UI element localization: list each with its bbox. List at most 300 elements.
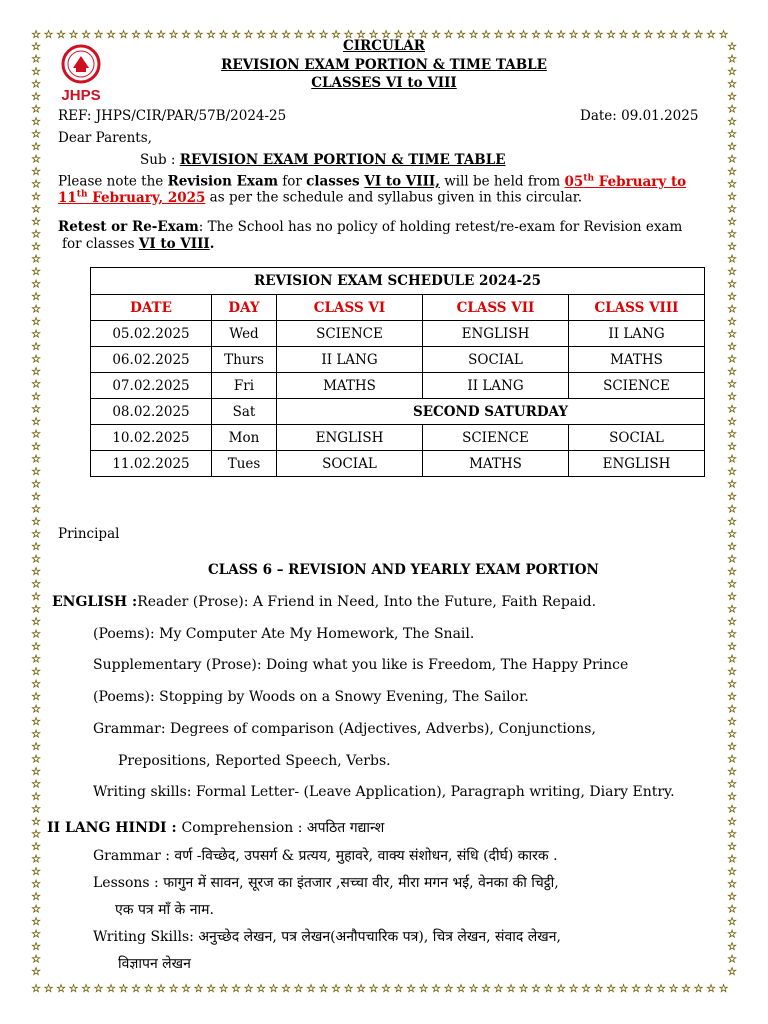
border-star-icon: ☆ [393,982,404,995]
border-star-icon: ☆ [31,982,41,995]
border-star-icon: ☆ [306,28,316,41]
border-star-icon: ☆ [727,577,737,591]
border-star-icon: ☆ [43,982,54,995]
border-star-icon: ☆ [393,28,404,41]
table-cell: SCIENCE [569,373,705,399]
border-star-icon: ☆ [343,28,354,41]
table-cell: 08.02.2025 [91,399,212,425]
retest-line-1 [58,219,682,235]
table-row [91,321,705,347]
border-star-icon: ☆ [727,565,737,578]
border-star-icon: ☆ [56,982,66,995]
table-cell: Wed [212,321,277,347]
border-star-icon: ☆ [156,982,166,995]
english-line: Prepositions, Reported Speech, Verbs. [118,753,391,769]
border-star-icon: ☆ [243,982,254,995]
border-star-icon: ☆ [331,28,341,41]
border-star-icon: ☆ [727,202,737,216]
table-cell: MATHS [277,373,423,399]
border-star-icon: ☆ [231,982,241,995]
border-star-icon: ☆ [31,752,41,766]
border-star-icon: ☆ [543,982,554,995]
border-star-icon: ☆ [31,865,41,878]
retest-line-2 [62,236,214,252]
border-star-icon: ☆ [31,590,41,603]
border-star-icon: ☆ [727,965,737,978]
border-star-icon: ☆ [31,952,41,966]
border-star-icon: ☆ [168,28,179,41]
notice-classes: VI to VIII, [364,173,440,190]
border-star-icon: ☆ [681,982,691,995]
border-star-icon: ☆ [193,982,204,995]
border-star-icon: ☆ [31,802,41,816]
border-star-icon: ☆ [418,28,429,41]
border-star-icon: ☆ [727,852,737,866]
border-star-icon: ☆ [456,28,466,41]
border-star-icon: ☆ [31,302,41,316]
border-star-icon: ☆ [31,915,41,928]
english-line: Grammar: Degrees of comparison (Adjectives, Adverbs), Conjunctions, [93,721,596,737]
border-star-icon: ☆ [93,28,104,41]
circular-title: CIRCULAR [343,38,425,54]
table-cell: II LANG [277,347,423,373]
border-star-icon: ☆ [727,865,737,878]
table-cell: Tues [212,451,277,477]
hindi-line: विज्ञापन लेखन [118,956,191,972]
border-star-icon: ☆ [456,982,466,995]
table-cell: 07.02.2025 [91,373,212,399]
border-star-icon: ☆ [727,827,737,841]
border-star-icon: ☆ [31,840,41,853]
table-cell: ENGLISH [569,451,705,477]
border-star-icon: ☆ [606,28,616,41]
border-star-icon: ☆ [418,982,429,995]
border-star-icon: ☆ [568,982,579,995]
border-star-icon: ☆ [727,377,737,391]
border-star-icon: ☆ [727,452,737,466]
logo-text: JHPS [61,87,101,104]
border-star-icon: ☆ [31,690,41,703]
table-cell: SCIENCE [423,425,569,451]
border-star-icon: ☆ [206,28,216,41]
border-star-icon: ☆ [593,982,604,995]
border-star-icon: ☆ [727,877,737,891]
border-star-icon: ☆ [727,952,737,966]
border-star-icon: ☆ [431,982,441,995]
border-star-icon: ☆ [31,502,41,516]
border-star-icon: ☆ [31,215,41,228]
border-star-icon: ☆ [606,982,616,995]
border-star-icon: ☆ [31,152,41,166]
table-cell: MATHS [569,347,705,373]
border-star-icon: ☆ [727,490,737,503]
border-star-icon: ☆ [727,190,737,203]
border-star-icon: ☆ [31,965,41,978]
border-star-icon: ☆ [31,390,41,403]
table-row [91,399,705,425]
english-line: (Poems): Stopping by Woods on a Snowy Evening, The Sailor. [93,689,529,705]
holiday-cell: SECOND SATURDAY [277,399,705,425]
border-star-icon: ☆ [31,315,41,328]
border-star-icon: ☆ [31,140,41,153]
border-star-icon: ☆ [193,28,204,41]
border-star-icon: ☆ [31,702,41,716]
border-star-icon: ☆ [131,28,141,41]
border-star-icon: ☆ [727,765,737,778]
table-cell: SCIENCE [277,321,423,347]
english-line: Writing skills: Formal Letter- (Leave Application), Paragraph writing, Diary Entry. [93,784,675,800]
table-cell: MATHS [423,451,569,477]
border-star-icon: ☆ [727,540,737,553]
border-star-icon: ☆ [727,152,737,166]
table-cell: ENGLISH [423,321,569,347]
border-star-icon: ☆ [31,615,41,628]
hindi-line: Lessons : फागुन में सावन, सूरज का इंतजार ,सच्चा वीर, मीरा मगन भई, वेनका की चिट्ठी, [93,875,559,891]
border-star-icon: ☆ [727,940,737,953]
retest-label: Retest or Re-Exam [58,219,199,235]
notice-line-1 [58,173,686,190]
subject-text: REVISION EXAM PORTION & TIME TABLE [179,152,506,168]
border-star-icon: ☆ [268,982,279,995]
circular-date: Date: 09.01.2025 [580,108,699,124]
border-star-icon: ☆ [718,28,729,41]
border-star-icon: ☆ [31,352,41,366]
border-star-icon: ☆ [218,28,229,41]
border-star-icon: ☆ [31,327,41,341]
border-star-icon: ☆ [106,982,116,995]
border-star-icon: ☆ [31,415,41,428]
notice-text: as per the schedule and syllabus given in this circular. [205,189,583,206]
border-star-icon: ☆ [31,102,41,116]
border-star-icon: ☆ [118,982,129,995]
border-star-icon: ☆ [243,28,254,41]
retest-end: . [209,236,215,252]
border-star-icon: ☆ [31,465,41,478]
border-star-icon: ☆ [31,890,41,903]
column-header: CLASS VI [277,295,423,321]
border-star-icon: ☆ [706,28,716,41]
border-star-icon: ☆ [143,28,154,41]
border-star-icon: ☆ [468,28,479,41]
border-star-icon: ☆ [727,365,737,378]
border-star-icon: ☆ [727,240,737,253]
notice-text: for [277,173,307,190]
reference-number: REF: JHPS/CIR/PAR/57B/2024-25 [58,108,287,124]
border-star-icon: ☆ [727,177,737,191]
notice-exam: Revision Exam [167,173,278,190]
border-star-icon: ☆ [727,740,737,753]
border-star-icon: ☆ [31,665,41,678]
border-star-icon: ☆ [343,982,354,995]
english-label: ENGLISH : [52,594,138,610]
border-star-icon: ☆ [31,727,41,741]
border-star-icon: ☆ [727,402,737,416]
border-star-icon: ☆ [668,28,679,41]
table-header-row [91,295,705,321]
border-star-icon: ☆ [31,277,41,291]
hindi-text: Comprehension : अपठित गद्यान्श [181,820,385,836]
border-star-icon: ☆ [31,227,41,241]
border-star-icon: ☆ [31,490,41,503]
exam-schedule-table [90,267,705,477]
circular-subtitle: REVISION EXAM PORTION & TIME TABLE [221,57,547,73]
border-star-icon: ☆ [31,65,41,78]
border-star-icon: ☆ [556,28,566,41]
table-cell: 11.02.2025 [91,451,212,477]
border-star-icon: ☆ [256,28,266,41]
border-star-icon: ☆ [206,982,216,995]
border-star-icon: ☆ [727,165,737,178]
border-star-icon: ☆ [727,140,737,153]
border-star-icon: ☆ [593,28,604,41]
table-cell: 06.02.2025 [91,347,212,373]
border-star-icon: ☆ [727,265,737,278]
border-star-icon: ☆ [31,252,41,266]
border-star-icon: ☆ [727,277,737,291]
border-star-icon: ☆ [727,427,737,441]
border-star-icon: ☆ [727,715,737,728]
border-star-icon: ☆ [431,28,441,41]
border-star-icon: ☆ [618,28,629,41]
border-star-icon: ☆ [727,615,737,628]
end-date: 11th February, 2025 [58,189,206,206]
border-star-icon: ☆ [443,28,454,41]
border-star-icon: ☆ [727,752,737,766]
border-star-icon: ☆ [727,677,737,691]
border-star-icon: ☆ [518,982,529,995]
border-star-icon: ☆ [31,377,41,391]
border-star-icon: ☆ [727,252,737,266]
border-star-icon: ☆ [727,902,737,916]
border-star-icon: ☆ [31,190,41,203]
border-star-icon: ☆ [727,702,737,716]
border-star-icon: ☆ [31,677,41,691]
table-title: REVISION EXAM SCHEDULE 2024-25 [91,268,705,295]
border-star-icon: ☆ [727,102,737,116]
hindi-line: एक पत्र माँ के नाम. [115,902,214,918]
table-cell: Fri [212,373,277,399]
border-star-icon: ☆ [268,28,279,41]
border-star-icon: ☆ [31,715,41,728]
english-line: (Poems): My Computer Ate My Homework, The Snail. [93,626,475,642]
hindi-line: Writing Skills: अनुच्छेद लेखन, पत्र लेखन(अनौपचारिक पत्र), चित्र लेखन, संवाद लेखन, [93,929,561,945]
border-star-icon: ☆ [656,28,666,41]
hindi-label: II LANG HINDI : [47,820,182,836]
subject-prefix: Sub : [140,152,180,168]
border-star-icon: ☆ [727,90,737,103]
border-star-icon: ☆ [31,427,41,441]
border-star-icon: ☆ [727,690,737,703]
border-star-icon: ☆ [727,915,737,928]
notice-classes-label: classes [306,173,365,190]
border-star-icon: ☆ [31,115,41,128]
table-cell: Mon [212,425,277,451]
border-star-icon: ☆ [31,52,41,66]
table-cell: SOCIAL [277,451,423,477]
border-star-icon: ☆ [293,28,304,41]
border-star-icon: ☆ [31,940,41,953]
column-header: CLASS VII [423,295,569,321]
notice-text: Please note the [58,173,168,190]
border-star-icon: ☆ [727,340,737,353]
border-star-icon: ☆ [31,790,41,803]
border-star-icon: ☆ [281,28,291,41]
border-star-icon: ☆ [531,982,541,995]
border-star-icon: ☆ [531,28,541,41]
border-star-icon: ☆ [81,28,91,41]
table-cell: 05.02.2025 [91,321,212,347]
border-star-icon: ☆ [727,515,737,528]
border-star-icon: ☆ [727,327,737,341]
border-star-icon: ☆ [331,982,341,995]
border-star-icon: ☆ [506,982,516,995]
border-star-icon: ☆ [493,982,504,995]
table-row [91,373,705,399]
border-star-icon: ☆ [727,215,737,228]
border-star-icon: ☆ [727,790,737,803]
portion-title: CLASS 6 – REVISION AND YEARLY EXAM PORTION [208,562,599,578]
border-star-icon: ☆ [481,982,491,995]
hindi-line: Grammar : वर्ण -विच्छेद, उपसर्ग & प्रत्यय, मुहावरे, वाक्य संशोधन, संधि (दीर्घ) कारक . [93,848,558,864]
table-cell: Thurs [212,347,277,373]
border-star-icon: ☆ [31,627,41,641]
border-star-icon: ☆ [31,652,41,666]
border-star-icon: ☆ [727,315,737,328]
border-star-icon: ☆ [31,540,41,553]
column-header: DATE [91,295,212,321]
border-star-icon: ☆ [293,982,304,995]
border-star-icon: ☆ [256,982,266,995]
border-star-icon: ☆ [31,365,41,378]
border-star-icon: ☆ [31,452,41,466]
border-star-icon: ☆ [31,515,41,528]
border-star-icon: ☆ [181,982,191,995]
border-star-icon: ☆ [643,982,654,995]
border-star-icon: ☆ [727,352,737,366]
border-star-icon: ☆ [481,28,491,41]
border-star-icon: ☆ [727,727,737,741]
border-star-icon: ☆ [143,982,154,995]
table-cell: II LANG [423,373,569,399]
border-star-icon: ☆ [106,28,116,41]
border-star-icon: ☆ [381,28,391,41]
border-star-icon: ☆ [368,982,379,995]
border-star-icon: ☆ [31,815,41,828]
subject-line [140,152,506,168]
border-star-icon: ☆ [727,227,737,241]
table-cell: SOCIAL [569,425,705,451]
border-star-icon: ☆ [556,982,566,995]
border-star-icon: ☆ [306,982,316,995]
border-star-icon: ☆ [181,28,191,41]
border-star-icon: ☆ [631,28,641,41]
table-cell: SOCIAL [423,347,569,373]
border-star-icon: ☆ [43,28,54,41]
retest-text: for classes [62,236,139,252]
border-star-icon: ☆ [727,927,737,941]
border-star-icon: ☆ [631,982,641,995]
hindi-line-1 [47,818,384,837]
border-star-icon: ☆ [727,65,737,78]
border-star-icon: ☆ [218,982,229,995]
border-star-icon: ☆ [727,77,737,91]
border-star-icon: ☆ [68,982,79,995]
border-star-icon: ☆ [727,602,737,616]
border-star-icon: ☆ [31,127,41,141]
border-star-icon: ☆ [31,402,41,416]
border-star-icon: ☆ [318,28,329,41]
border-star-icon: ☆ [706,982,716,995]
border-star-icon: ☆ [618,982,629,995]
border-star-icon: ☆ [727,890,737,903]
border-star-icon: ☆ [727,127,737,141]
signature: Principal [58,526,120,542]
border-star-icon: ☆ [156,28,166,41]
border-star-icon: ☆ [727,390,737,403]
start-date: 05th February to [564,173,687,190]
border-star-icon: ☆ [727,415,737,428]
border-star-icon: ☆ [31,440,41,453]
table-title-row [91,268,705,295]
border-star-icon: ☆ [727,652,737,666]
border-star-icon: ☆ [727,440,737,453]
border-star-icon: ☆ [93,982,104,995]
border-star-icon: ☆ [31,77,41,91]
border-star-icon: ☆ [31,290,41,303]
salutation: Dear Parents, [58,130,152,146]
border-star-icon: ☆ [727,840,737,853]
border-star-icon: ☆ [31,777,41,791]
retest-classes: VI to VIII [138,236,210,252]
border-star-icon: ☆ [727,640,737,653]
border-star-icon: ☆ [168,982,179,995]
column-header: CLASS VIII [569,295,705,321]
border-star-icon: ☆ [368,28,379,41]
border-star-icon: ☆ [727,477,737,491]
border-star-icon: ☆ [31,927,41,941]
border-star-icon: ☆ [31,902,41,916]
border-star-icon: ☆ [31,765,41,778]
notice-line-2 [58,189,582,206]
border-star-icon: ☆ [31,552,41,566]
border-star-icon: ☆ [31,265,41,278]
border-star-icon: ☆ [31,565,41,578]
border-star-icon: ☆ [727,802,737,816]
border-star-icon: ☆ [468,982,479,995]
table-row [91,347,705,373]
border-star-icon: ☆ [727,40,737,53]
border-star-icon: ☆ [356,982,366,995]
border-star-icon: ☆ [81,982,91,995]
circular-classes: CLASSES VI to VIII [311,75,457,91]
table-cell: Sat [212,399,277,425]
border-star-icon: ☆ [727,52,737,66]
border-star-icon: ☆ [31,527,41,541]
border-star-icon: ☆ [506,28,516,41]
border-star-icon: ☆ [668,982,679,995]
border-star-icon: ☆ [727,590,737,603]
border-star-icon: ☆ [727,302,737,316]
table-cell: 10.02.2025 [91,425,212,451]
border-star-icon: ☆ [31,602,41,616]
border-star-icon: ☆ [581,982,591,995]
border-star-icon: ☆ [693,982,704,995]
border-star-icon: ☆ [518,28,529,41]
border-star-icon: ☆ [727,290,737,303]
border-star-icon: ☆ [727,665,737,678]
border-star-icon: ☆ [727,465,737,478]
border-star-icon: ☆ [727,502,737,516]
